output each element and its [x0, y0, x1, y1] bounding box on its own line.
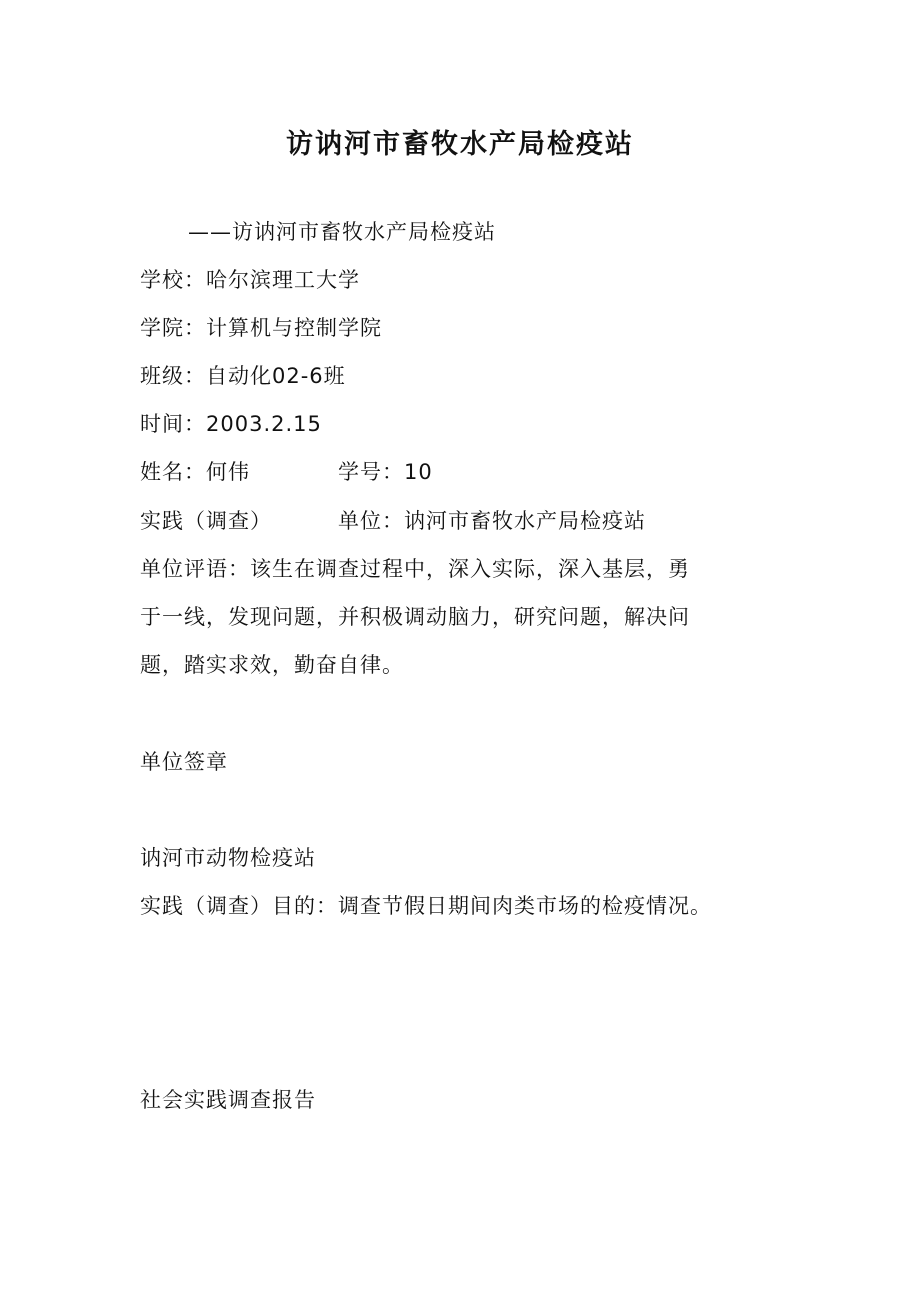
document-title: 访讷河市畜牧水产局检疫站 — [286, 129, 634, 160]
comment-line-2: 于一线，发现问题，并积极调动脑力，研究问题，解决问 — [140, 605, 690, 629]
document-subtitle: ——访讷河市畜牧水产局检疫站 — [188, 220, 496, 244]
unit-line: 单位：讷河市畜牧水产局检疫站 — [338, 509, 646, 533]
practice-label: 实践（调查） — [140, 509, 272, 533]
college-line: 学院：计算机与控制学院 — [140, 316, 382, 340]
school-line: 学校：哈尔滨理工大学 — [140, 268, 360, 292]
student-id-line: 学号：10 — [338, 460, 433, 484]
class-line: 班级：自动化02-6班 — [140, 364, 346, 388]
comment-line-1: 单位评语：该生在调查过程中，深入实际，深入基层，勇 — [140, 557, 690, 581]
time-line: 时间：2003.2.15 — [140, 412, 322, 436]
comment-line-3: 题，踏实求效，勤奋自律。 — [140, 653, 404, 677]
report-title: 社会实践调查报告 — [140, 1088, 316, 1112]
seal-unit: 讷河市动物检疫站 — [140, 846, 316, 870]
name-line: 姓名：何伟 — [140, 460, 250, 484]
seal-label: 单位签章 — [140, 750, 228, 774]
purpose-line: 实践（调查）目的：调查节假日期间肉类市场的检疫情况。 — [140, 894, 712, 918]
